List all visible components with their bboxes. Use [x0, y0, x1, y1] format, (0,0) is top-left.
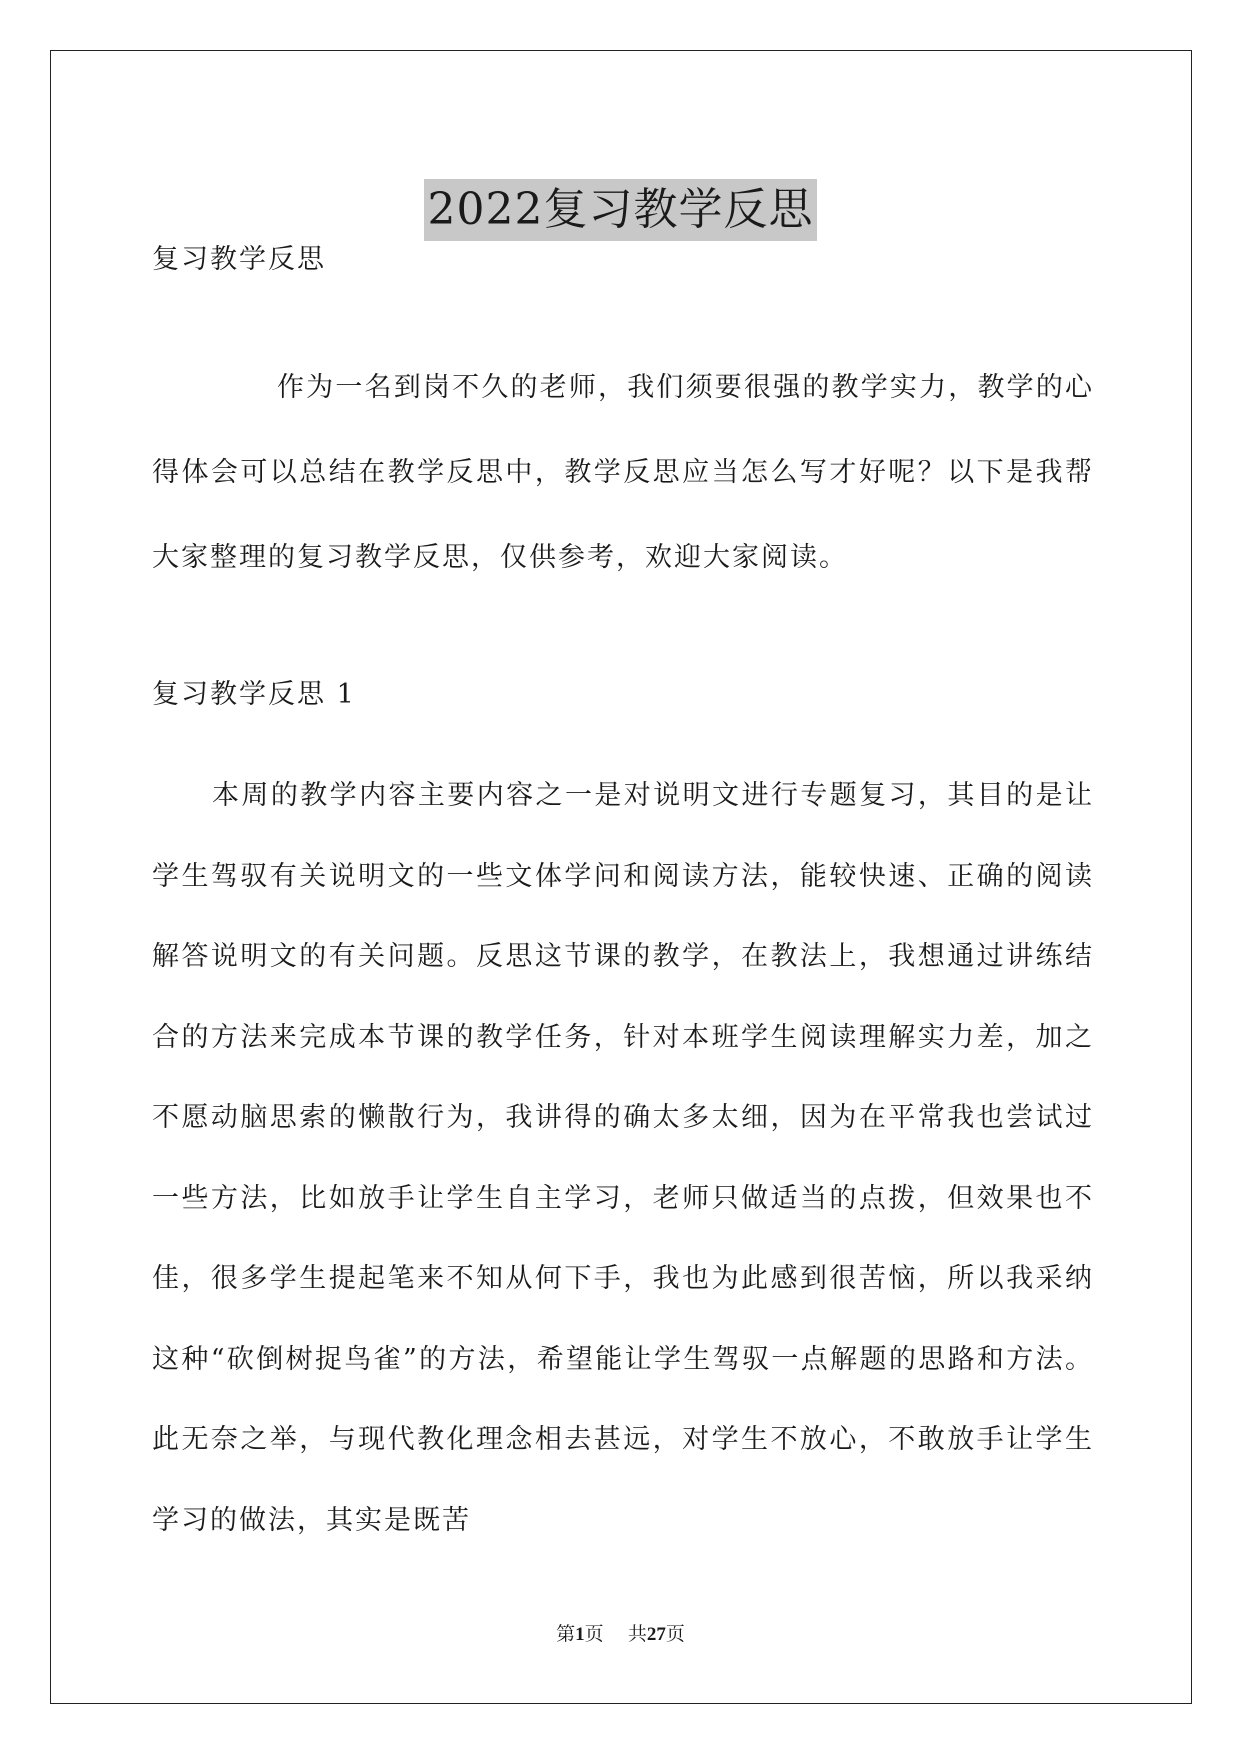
total-prefix: 共	[627, 1623, 647, 1645]
page-suffix: 页	[584, 1623, 604, 1645]
page-footer	[0, 1619, 1241, 1646]
section-body-paragraph: 本周的教学内容主要内容之一是对说明文进行专题复习，其目的是让学生驾驭有关说明文的一些文体学问和阅读方法，能较快速、正确的阅读解答说明文的有关问题。反思这节课的教学，在教法上，我想通过讲练结合的方法来完成本节课的教学任务，针对本班学生阅读理解实力差，加之不愿动脑思索的懒散行为，我讲得的确太多太细，因为在平常我也尝试过一些方法，比如放手让学生自主学习，老师只做适当的点拨，但效果也不佳，很多学生提起笔来不知从何下手，我也为此感到很苦恼，所以我采纳这种“砍倒树捉鸟雀”的方法，希望能让学生驾驭一点解题的思路和方法。此无奈之举，与现代教化理念相去甚远，对学生不放心，不敢放手让学生学习的做法，其实是既苦	[152, 780, 1094, 1536]
document-title: 2022复习教学反思	[424, 179, 818, 241]
section-heading: 复习教学反思 1	[152, 679, 356, 710]
document-subtitle: 复习教学反思	[152, 244, 326, 275]
intro-paragraph: 作为一名到岗不久的老师，我们须要很强的教学实力，教学的心得体会可以总结在教学反思中，教学反思应当怎么写才好呢？以下是我帮大家整理的复习教学反思，仅供参考，欢迎大家阅读。	[152, 372, 1094, 573]
page-prefix: 第	[556, 1623, 576, 1645]
page-number: 1	[575, 1624, 585, 1645]
total-pages: 27	[646, 1624, 666, 1645]
total-suffix: 页	[665, 1623, 685, 1645]
